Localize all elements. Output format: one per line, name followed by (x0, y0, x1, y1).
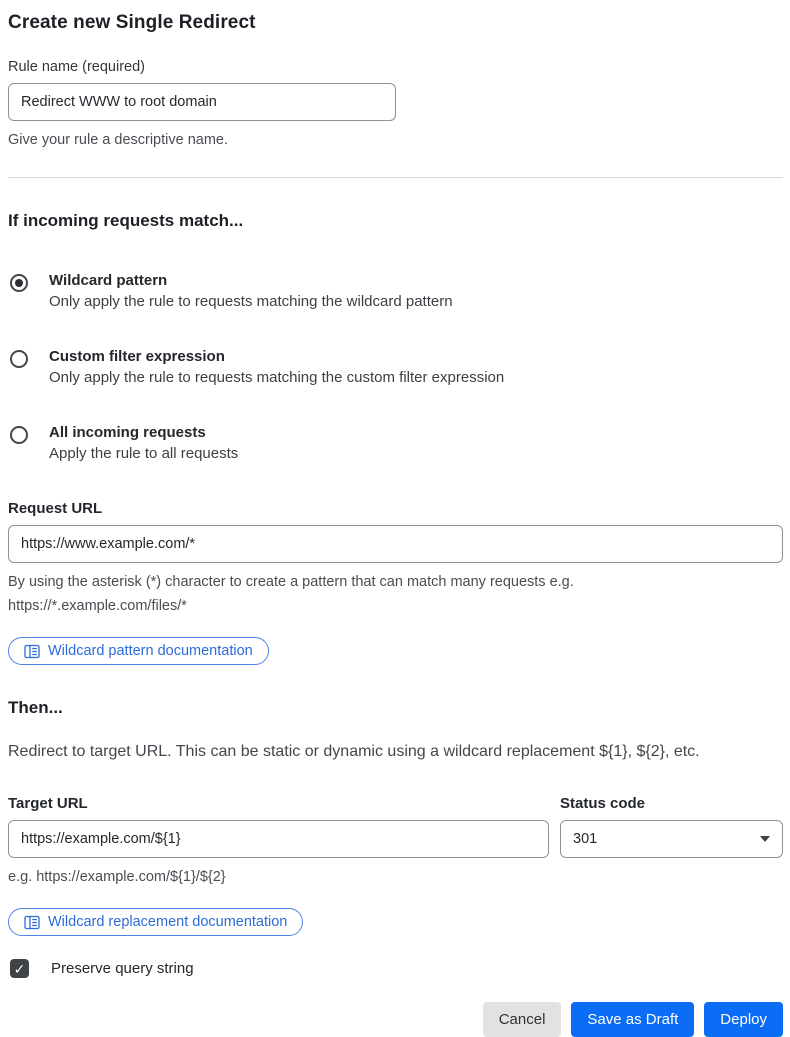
target-url-input[interactable] (8, 820, 549, 858)
rule-name-label: Rule name (required) (8, 59, 146, 75)
then-section-heading: Then... (8, 698, 63, 717)
book-icon (24, 644, 40, 659)
radio-description: Only apply the rule to requests matching the wildcard pattern (49, 293, 453, 310)
radio-label: Wildcard pattern (49, 272, 168, 289)
cancel-button[interactable]: Cancel (483, 1002, 562, 1037)
radio-button-icon[interactable] (10, 426, 28, 444)
save-as-draft-button[interactable]: Save as Draft (571, 1002, 694, 1037)
radio-option-custom-filter[interactable] (8, 348, 783, 386)
then-section-description: Redirect to target URL. This can be static or dynamic using a wildcard replacement ${1}, ${2}, etc. (8, 743, 700, 760)
section-divider (8, 177, 783, 178)
preserve-query-string-label: Preserve query string (51, 960, 194, 977)
status-code-select[interactable] (560, 820, 783, 858)
rule-name-input[interactable] (8, 83, 396, 121)
target-url-help: e.g. https://example.com/${1}/${2} (8, 869, 226, 885)
match-section-heading: If incoming requests match... (8, 211, 244, 230)
checkbox-checked-icon[interactable]: ✓ (10, 959, 29, 978)
chevron-down-icon (760, 836, 770, 842)
radio-option-wildcard-pattern[interactable] (8, 272, 783, 310)
doc-button-label: Wildcard pattern documentation (48, 643, 253, 659)
radio-description: Only apply the rule to requests matching the custom filter expression (49, 369, 505, 386)
radio-label: Custom filter expression (49, 348, 225, 365)
radio-button-icon[interactable] (10, 274, 28, 292)
target-url-label: Target URL (8, 795, 88, 812)
request-url-help (8, 570, 783, 618)
book-icon (24, 915, 40, 930)
footer-actions (8, 1002, 783, 1037)
request-url-label: Request URL (8, 500, 103, 517)
preserve-query-string-row[interactable] (8, 959, 783, 978)
radio-button-icon[interactable] (10, 350, 28, 368)
doc-button-label: Wildcard replacement documentation (48, 914, 288, 930)
radio-label: All incoming requests (49, 424, 206, 441)
status-code-label: Status code (560, 795, 646, 812)
radio-description: Apply the rule to all requests (49, 445, 239, 462)
request-url-help-line2: https://*.example.com/files/* (8, 598, 187, 614)
request-url-input[interactable] (8, 525, 783, 563)
rule-name-help: Give your rule a descriptive name. (8, 132, 229, 148)
status-code-value: 301 (573, 831, 598, 847)
page-title: Create new Single Redirect (8, 12, 256, 33)
deploy-button[interactable]: Deploy (704, 1002, 783, 1037)
request-url-help-line1: By using the asterisk (*) character to create a pattern that can match many requests e.g. (8, 574, 574, 590)
radio-option-all-requests[interactable] (8, 424, 783, 462)
wildcard-pattern-docs-button[interactable] (8, 637, 269, 665)
wildcard-replacement-docs-button[interactable] (8, 908, 303, 936)
